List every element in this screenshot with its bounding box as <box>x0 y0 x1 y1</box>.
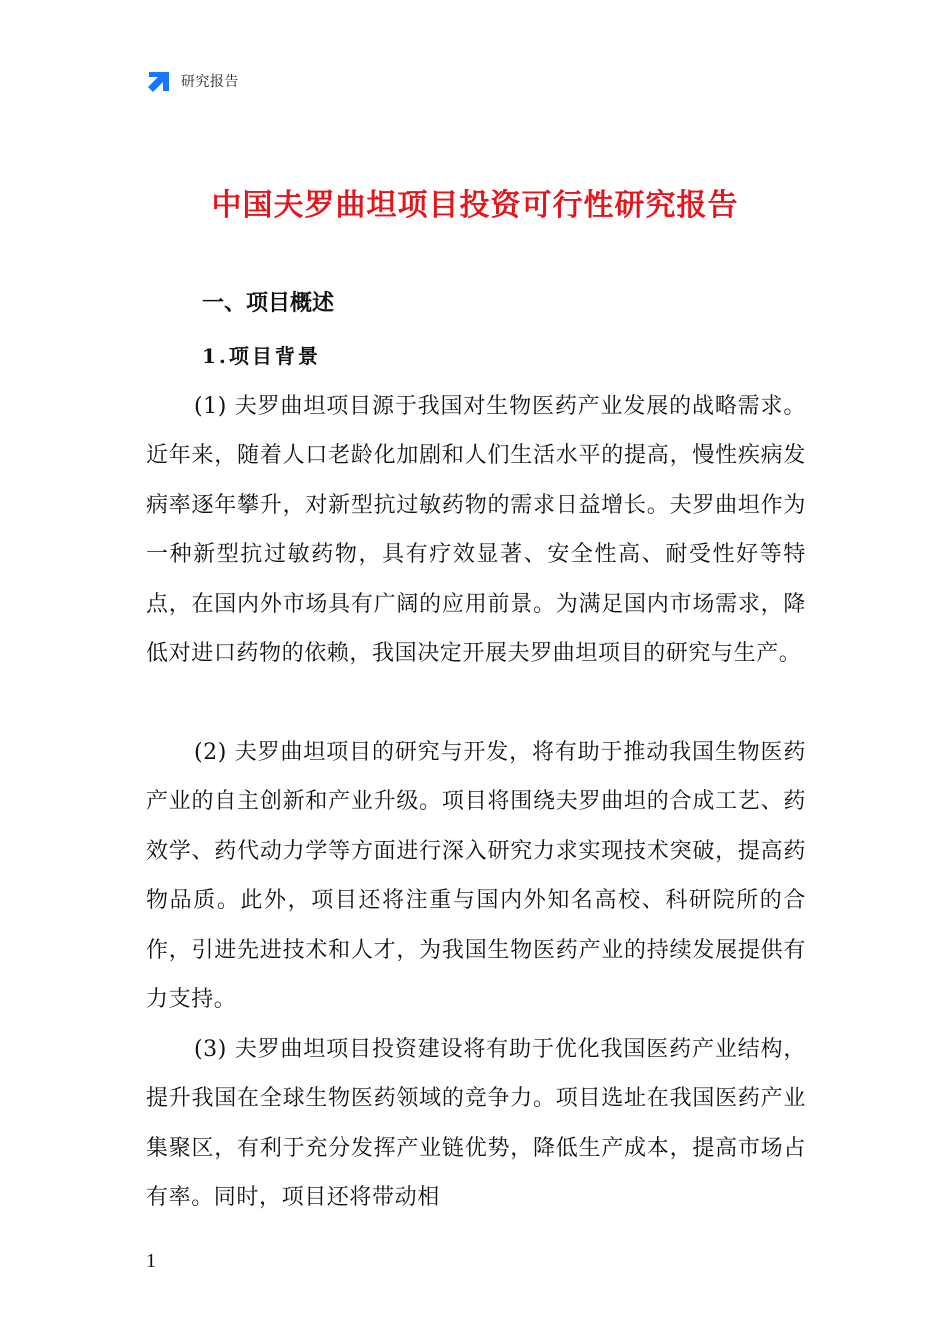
header-label: 研究报告 <box>181 74 239 90</box>
document-title: 中国夫罗曲坦项目投资可行性研究报告 <box>211 188 739 223</box>
arrow-up-right-icon <box>146 69 171 94</box>
sub-heading: 1.项目背景 <box>202 344 321 368</box>
section-heading: 一、项目概述 <box>202 291 335 316</box>
paragraph: (3) 夫罗曲坦项目投资建设将有助于优化我国医药产业结构，提升我国在全球生物医药领域的竞争力。项目选址在我国医药产业集聚区，有利于充分发挥产业链优势，降低生产成本，提高市场占有率。同时，项目还将带动相 <box>146 1037 806 1211</box>
page-number: 1 <box>146 1250 156 1272</box>
page-header <box>146 68 239 94</box>
paragraph: (2) 夫罗曲坦项目的研究与开发，将有助于推动我国生物医药产业的自主创新和产业升级。项目将围绕夫罗曲坦的合成工艺、药效学、药代动力学等方面进行深入研究力求实现技术突破，提高药物品质。此外，项目还将注重与国内外知名高校、科研院所的合作，引进先进技术和人才，为我国生物医药产业的持续发展提供有力支持。 <box>146 740 806 1013</box>
paragraph: (1) 夫罗曲坦项目源于我国对生物医药产业发展的战略需求。近年来，随着人口老龄化加剧和人们生活水平的提高，慢性疾病发病率逐年攀升，对新型抗过敏药物的需求日益增长。夫罗曲坦作为一种新型抗过敏药物，具有疗效显著、安全性高、耐受性好等特点，在国内外市场具有广阔的应用前景。为满足国内市场需求，降低对进口药物的依赖，我国决定开展夫罗曲坦项目的研究与生产。 <box>146 394 806 667</box>
